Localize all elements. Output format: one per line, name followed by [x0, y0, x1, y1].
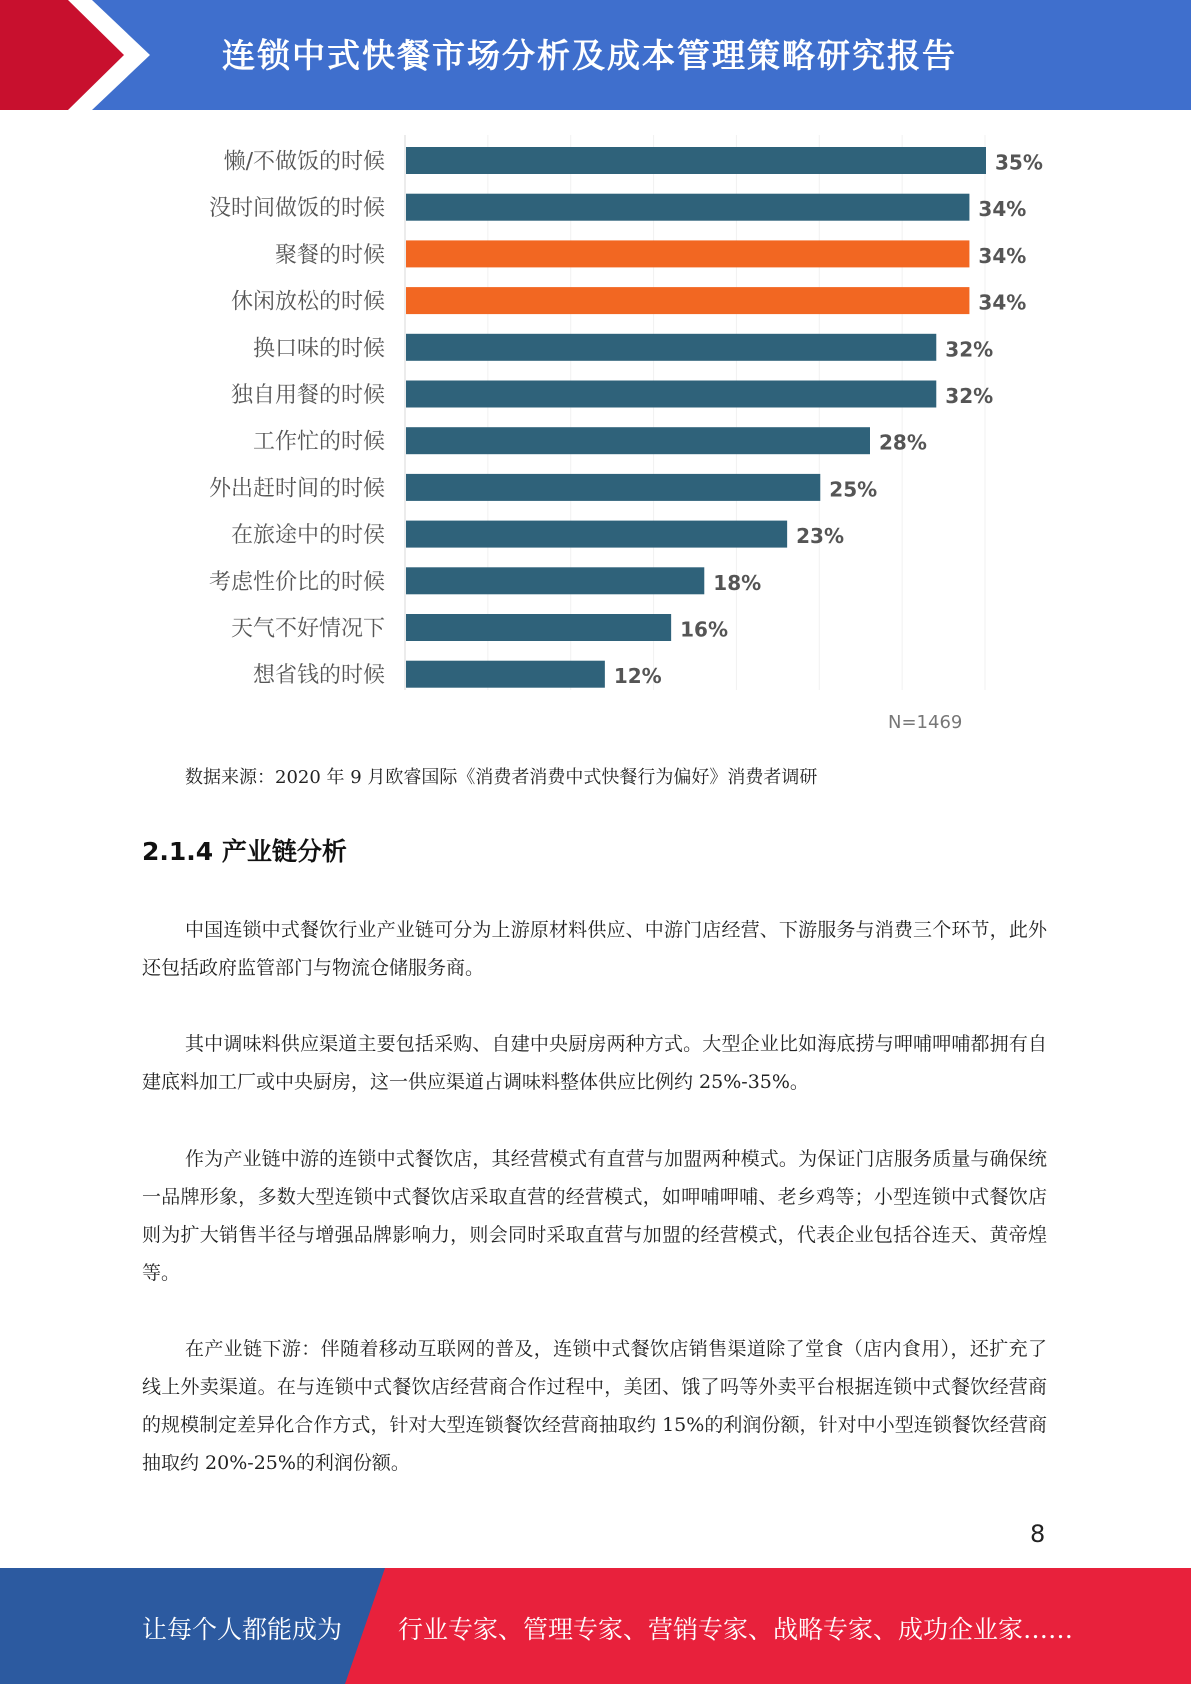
data-source-caption: 数据来源：2020 年 9 月欧睿国际《消费者消费中式快餐行为偏好》消费者调研 [185, 767, 818, 788]
bar [406, 334, 936, 361]
bar [406, 287, 969, 314]
category-label: 休闲放松的时候 [230, 289, 385, 315]
bar [406, 147, 986, 174]
data-label: 16% [680, 617, 729, 642]
category-label: 独自用餐的时候 [230, 383, 385, 408]
section-heading: 2.1.4 产业链分析 [142, 837, 347, 866]
sample-size-note: N=1469 [888, 712, 963, 733]
report-title: 连锁中式快餐市场分析及成本管理策略研究报告 [222, 36, 957, 75]
footer-slogan-right: 行业专家、管理专家、营销专家、战略专家、成功企业家…… [398, 1615, 1074, 1644]
footer-slogan-left: 让每个人都能成为 [142, 1615, 343, 1644]
category-label: 天气不好情况下 [230, 616, 385, 642]
category-label: 工作忙的时候 [252, 429, 385, 455]
data-label: 34% [978, 243, 1027, 268]
data-label: 12% [613, 664, 662, 689]
bar [406, 194, 969, 221]
data-label: 23% [796, 524, 845, 549]
chart-canvas [170, 135, 1090, 740]
category-label: 考虑性价比的时候 [208, 569, 385, 595]
category-label: 想省钱的时候 [252, 663, 385, 689]
category-label: 没时间做饭的时候 [208, 196, 385, 222]
data-label: 35% [995, 150, 1043, 175]
page-header [0, 0, 1191, 110]
bar [406, 381, 936, 408]
data-label: 18% [713, 570, 762, 595]
data-label: 34% [978, 197, 1027, 222]
bar [406, 661, 605, 688]
category-label: 懒/不做饭的时候 [223, 149, 385, 175]
category-label: 外出赶时间的时候 [208, 476, 385, 502]
bar [406, 427, 870, 454]
data-label: 28% [879, 430, 927, 455]
bar [406, 521, 787, 548]
paragraph-4: 在产业链下游：伴随着移动互联网的普及，连锁中式餐饮店销售渠道除了堂食（店内食用），还扩充了线上外卖渠道。在与连锁中式餐饮店经营商合作过程中，美团、饿了吗等外卖平台根据连锁中式餐饮经营商的规模制定差异化合作方式，针对大型连锁餐饮经营商抽取约 15%的利润份额，针对中小型连锁餐饮经营商抽取约 20%-25%的利润份额。 [142, 1338, 1047, 1474]
paragraph-1: 中国连锁中式餐饮行业产业链可分为上游原材料供应、中游门店经营、下游服务与消费三个环节，此外还包括政府监管部门与物流仓储服务商。 [142, 919, 1047, 979]
category-label: 换口味的时候 [252, 336, 385, 362]
data-label: 32% [945, 337, 994, 362]
category-label: 聚餐的时候 [274, 242, 385, 268]
bar [406, 567, 704, 594]
paragraph-3: 作为产业链中游的连锁中式餐饮店，其经营模式有直营与加盟两种模式。为保证门店服务质量与确保统一品牌形象，多数大型连锁中式餐饮店采取直营的经营模式，如呷哺呷哺、老乡鸡等；小型连锁中式餐饮店则为扩大销售半径与增强品牌影响力，则会同时采取直营与加盟的经营模式，代表企业包括谷连天、黄帝煌等。 [142, 1148, 1047, 1284]
bar [406, 240, 969, 267]
bar [406, 474, 820, 501]
data-label: 25% [829, 477, 878, 502]
bar [406, 614, 671, 641]
page-number: 8 [1030, 1520, 1046, 1548]
data-label: 34% [978, 290, 1027, 315]
data-label: 32% [945, 384, 994, 408]
category-label: 在旅途中的时侯 [230, 523, 385, 549]
page-footer [0, 1568, 1191, 1684]
paragraph-2: 其中调味料供应渠道主要包括采购、自建中央厨房两种方式。大型企业比如海底捞与呷哺呷哺都拥有自建底料加工厂或中央厨房，这一供应渠道占调味料整体供应比例约 25%-35%。 [142, 1033, 1047, 1093]
usage-occasion-bar-chart [170, 135, 1090, 740]
